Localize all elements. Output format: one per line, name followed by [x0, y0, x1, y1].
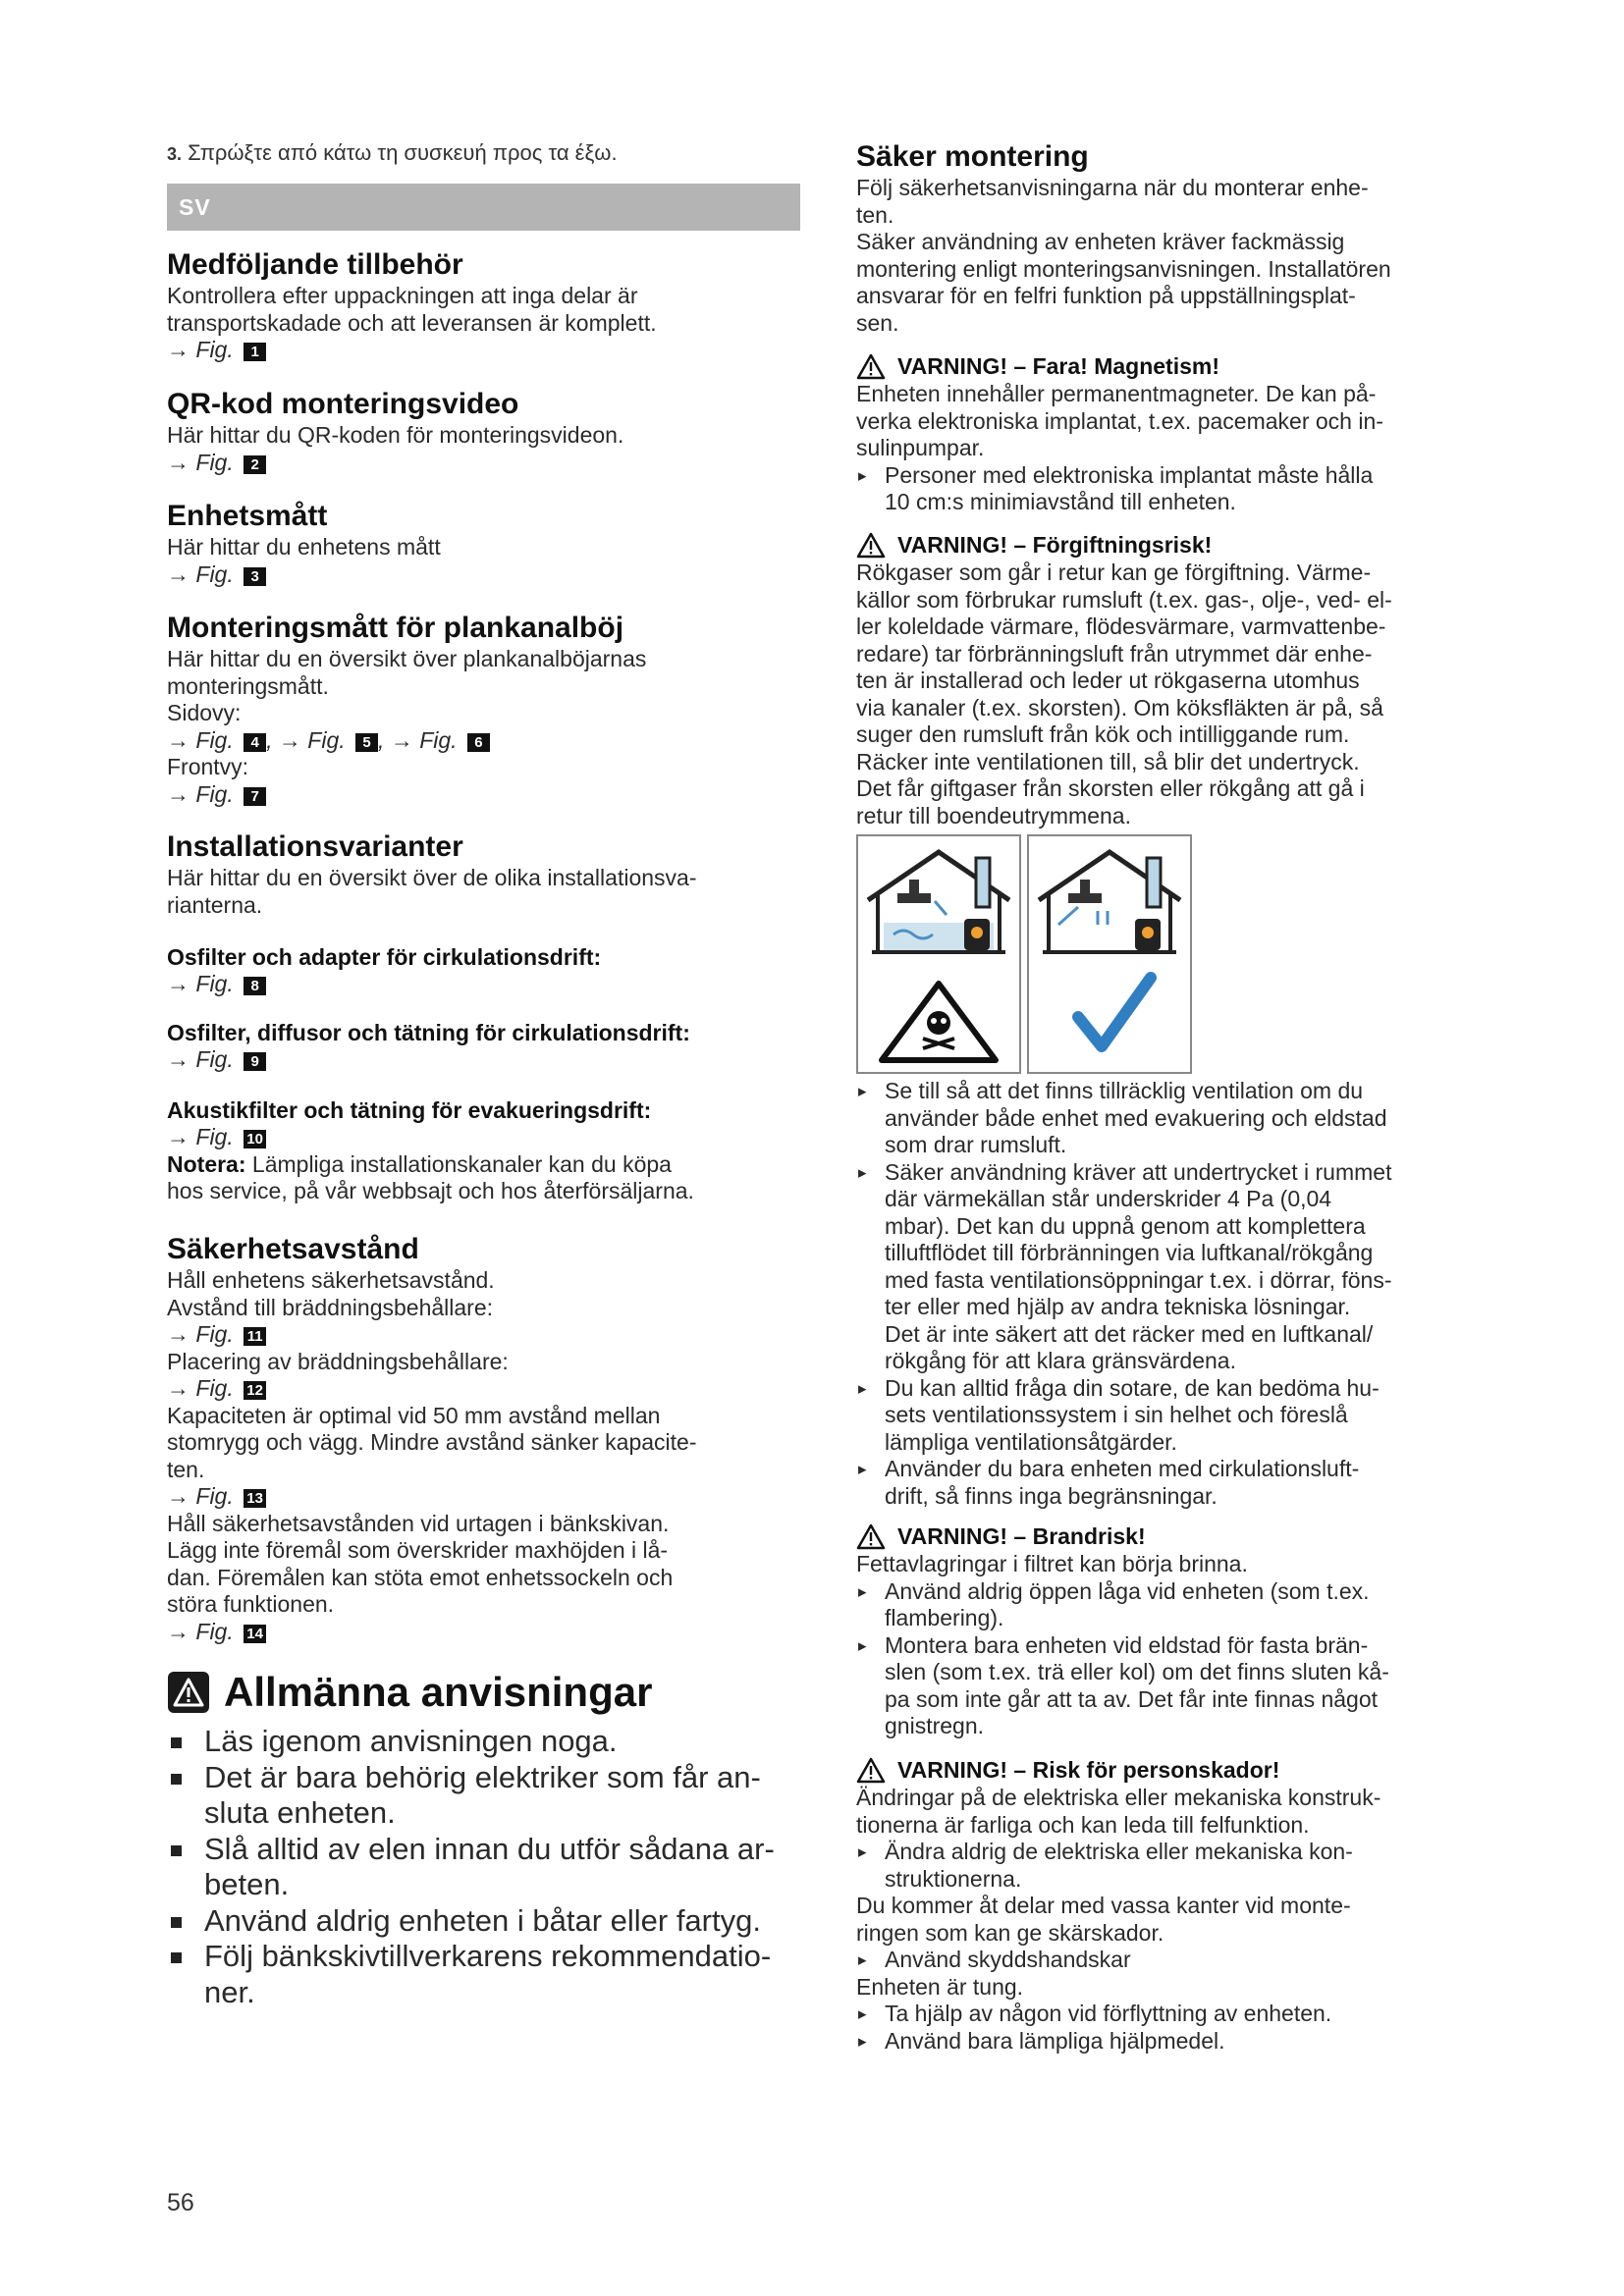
list-item: ▸ Se till så att det finns tillräcklig ventilation om du använder både enhet med evakuering och eldstad som drar rumsluft.	[856, 1078, 1489, 1159]
section-title: Allmänna anvisningar	[224, 1669, 653, 1715]
section-accessories: Medföljande tillbehör Kontrollera efter uppackningen att inga delar är transportskadade och att leveransen är komplett. → Fig. 1	[167, 247, 800, 364]
fig-ref: → Fig. 14	[167, 1619, 800, 1646]
warning-poisoning: VARNING! – Förgiftningsrisk! Rökgaser som går i retur kan ge förgiftning. Värme- källor som förbrukar rumsluft (t.ex. gas-, olje-, ved- el- ler koleldade värmare, flödesvärmare, varmvattenbe- redare) tar förbränningsluft från utrymmet där enhe- ten är installerad och leder ut rökgaserna utomhus via kanaler (t.ex. skorsten). Om köksfläkten är på, så suger den rumsluft från kök och intilliggande rum. Räcker inte ventilationen till, så blir det undertryck. Det får giftgaser från skorsten eller rökgång att gå i retur till boendeutrymmena.	[856, 532, 1392, 828]
list-item: Läs igenom anvisningen noga.	[167, 1724, 800, 1760]
section-mounting-dimensions: Monteringsmått för plankanalböj Här hittar du en översikt över plankanalböjarnas monteringsmått. Sidovy: → Fig. 4 , → Fig. 5 , → Fig. 6 Frontvy: → Fig. 7	[167, 611, 800, 808]
fig-ref: → Fig. 9	[167, 1046, 800, 1074]
list-item: ▸ Ta hjälp av någon vid förflyttning av enheten.	[856, 2001, 1489, 2028]
section-safety-distance: Säkerhetsavstånd Håll enhetens säkerhetsavstånd. Avstånd till bräddningsbehållare: → Fig. 11 Placering av bräddningsbehållare: → Fig. 12 Kapaciteten är optimal vid 50 mm avstånd mellan stomrygg och vägg. Mindre avstånd sänker kapacite- ten. → Fig. 13 Håll säkerhetsavstånden vid urtagen i bänkskivan. Lägg inte föremål som överskrider maxhöjden i lå- dan. Föremålen kan stöta emot enhetssockeln och störa funktionen. → Fig. 14	[167, 1232, 800, 1645]
list-item: ▸ Du kan alltid fråga din sotare, de kan bedöma hu- sets ventilationssystem i sin helhet och föreslå lämpliga ventilationsåtgärder.	[856, 1375, 1489, 1457]
warning-triangle-icon	[856, 353, 886, 380]
fig-ref: → Fig. 12	[167, 1375, 800, 1403]
step-instruction: 3. Σπρώξτε από κάτω τη συσκευή προς τα έξω.	[167, 140, 618, 165]
warning-injury: VARNING! – Risk för personskador! Ändringar på de elektriska eller mekaniska konstruk- tionerna är farliga och kan leda till felfunktion. ▸ Ändra aldrig de elektriska eller mekaniska kon- struktionerna. Du kommer åt delar med vassa kanter vid monte- ringen som kan ge skärskador. ▸ Använd skyddshandskar Enheten är tung. ▸ Ta hjälp av någon vid förflyttning av enheten. ▸ Använd bara lämpliga hjälpmedel.	[856, 1755, 1489, 2055]
list-item: ▸ Säker användning kräver att undertrycket i rummet där värmekällan står underskrider 4 Pa (0,04 mbar). Det kan du uppnå genom att komplettera tilluftflödet till förbränningen via luftkanal/rökgång med fasta ventilationsöppningar t.ex. i dörrar, föns- ter eller med hjälp av andra tekniska lösningar. Det är inte säkert att det räcker med en luftkanal/ rökgång för att klara gränsvärdena.	[856, 1159, 1489, 1375]
illustration-correct	[1027, 834, 1192, 1074]
fig-ref: → Fig. 8	[167, 971, 800, 998]
illustration-danger	[856, 834, 1021, 1074]
section-installation-variants: Installationsvarianter Här hittar du en översikt över de olika installationsva- rianterna.	[167, 830, 697, 918]
subsection-odor-filter-adapter: Osfilter och adapter för cirkulationsdrift: → Fig. 8	[167, 944, 800, 998]
poisoning-bullets	[856, 1078, 1489, 1510]
subsection-odor-filter-diffusor: Osfilter, diffusor och tätning för cirkulationsdrift: → Fig. 9	[167, 1020, 800, 1074]
list-item: ▸ Använd aldrig öppen låga vid enheten (som t.ex. flambering).	[856, 1578, 1489, 1632]
house-correct-illustration	[1029, 836, 1190, 1072]
list-item: Det är bara behörig elektriker som får an- sluta enheten.	[167, 1760, 800, 1832]
list-item: ▸ Använd bara lämpliga hjälpmedel.	[856, 2028, 1489, 2056]
warning-book-icon	[167, 1671, 210, 1714]
list-item: Följ bänkskivtillverkarens rekommendatio- ner.	[167, 1939, 800, 2010]
section-dimensions: Enhetsmått Här hittar du enhetens mått → Fig. 3	[167, 499, 800, 588]
page-number: 56	[167, 2189, 194, 2216]
section-title: Medföljande tillbehör	[167, 248, 463, 281]
warning-triangle-icon	[856, 1523, 886, 1550]
subsection-acoustic-filter: Akustikfilter och tätning för evakueringsdrift: → Fig. 10 Notera: Lämpliga installationskanaler kan du köpa hos service, på vår webbsajt och hos återförsäljarna.	[167, 1097, 800, 1205]
general-list	[167, 1724, 800, 2010]
fig-ref: → Fig. 13	[167, 1483, 800, 1511]
list-item: ▸ Ändra aldrig de elektriska eller mekaniska kon- struktionerna.	[856, 1839, 1489, 1893]
fig-ref: → Fig. 3	[167, 561, 800, 589]
warning-fire: VARNING! – Brandrisk! Fettavlagringar i filtret kan börja brinna. ▸ Använd aldrig öppen låga vid enheten (som t.ex. flambering). ▸ Montera bara enheten vid eldstad för fasta brän- slen (som t.ex. trä eller kol) om det finns sluten kå- pa som inte går att ta av. Det får inte finnas något gnistregn.	[856, 1522, 1489, 1740]
list-item: ▸ Montera bara enheten vid eldstad för fasta brän- slen (som t.ex. trä eller kol) om det finns sluten kå- pa som inte går att ta av. Det får inte finnas något gnistregn.	[856, 1632, 1489, 1740]
warning-triangle-icon	[856, 532, 886, 559]
section-safe-mounting: Säker montering Följ säkerhetsanvisningarna när du monterar enhe- ten. Säker användning av enheten kräver fackmässig montering enligt monteringsanvisningen. Installatören ansvarar för en felfri funktion på uppställningsplat- sen.	[856, 140, 1391, 336]
list-item: Slå alltid av elen innan du utför sådana ar- beten.	[167, 1832, 800, 1903]
list-item: ▸ Använd skyddshandskar	[856, 1947, 1489, 1974]
fig-ref: → Fig. 7	[167, 781, 800, 809]
fig-ref: → Fig. 10	[167, 1124, 800, 1151]
fig-ref: → Fig. 2	[167, 450, 800, 477]
fig-ref: → Fig. 4 , → Fig. 5 , → Fig. 6	[167, 727, 800, 755]
warning-magnetism: VARNING! – Fara! Magnetism! Enheten innehåller permanentmagneter. De kan på- verka elektroniska implantat, t.ex. pacemaker och in- sulinpumpar. ▸ Personer med elektroniska implantat måste hålla 10 cm:s minimiavstånd till enheten.	[856, 351, 1489, 516]
fig-ref: → Fig. 11	[167, 1321, 800, 1349]
house-danger-illustration	[858, 836, 1019, 1072]
note: Notera: Lämpliga installationskanaler kan du köpa	[167, 1150, 672, 1177]
warning-triangle-icon	[856, 1757, 886, 1784]
fig-ref: → Fig. 1	[167, 337, 800, 364]
language-bar: SV	[167, 184, 800, 231]
list-item: ▸ Personer med elektroniska implantat måste hålla 10 cm:s minimiavstånd till enheten.	[856, 462, 1489, 516]
section-general-instructions	[167, 1669, 800, 2010]
section-qr-video: QR-kod monteringsvideo Här hittar du QR-koden för monteringsvideon. → Fig. 2	[167, 387, 800, 476]
list-item: ▸ Använder du bara enheten med cirkulationsluft- drift, så finns inga begränsningar.	[856, 1456, 1489, 1510]
list-item: Använd aldrig enheten i båtar eller fartyg.	[167, 1903, 800, 1940]
